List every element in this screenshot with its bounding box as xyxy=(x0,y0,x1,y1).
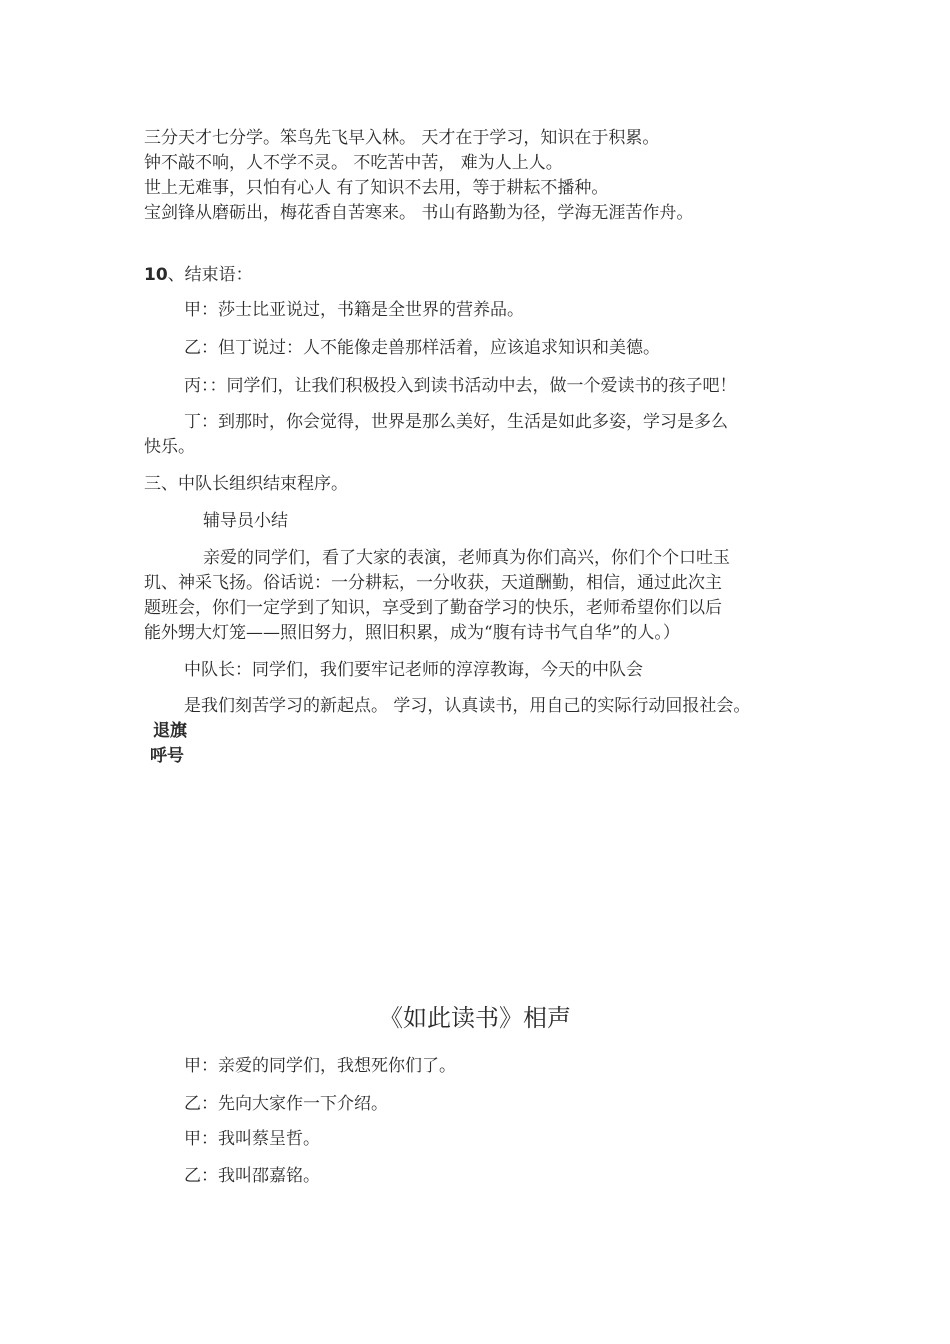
counselor-para-line: 题班会，你们一定学到了知识，享受到了勤奋学习的快乐，老师希望你们以后 xyxy=(144,598,722,618)
closing-line-bing: 丙：：同学们，让我们积极投入到读书活动中去，做一个爱读书的孩子吧！ xyxy=(184,376,737,396)
captain-line: 中队长：同学们，我们要牢记老师的淳淳教诲，今天的中队会 xyxy=(184,660,643,680)
section-10-heading xyxy=(144,264,253,286)
counselor-para-line: 能外甥大灯笼——照旧努力，照旧积累，成为“腹有诗书气自华”的人。） xyxy=(144,623,680,643)
crosstalk-line: 乙：我叫邵嘉铭。 xyxy=(184,1166,320,1186)
counselor-para-line: 玑、神采飞扬。俗话说：一分耕耘，一分收获，天道酬勤，相信，通过此次主 xyxy=(144,573,722,593)
crosstalk-line: 乙：先向大家作一下介绍。 xyxy=(184,1094,388,1114)
proverb-line: 三分天才七分学。笨鸟先飞早入林。 天才在于学习，知识在于积累。 xyxy=(144,128,660,148)
closing-line-ding-cont: 快乐。 xyxy=(144,437,195,457)
proverb-line: 宝剑锋从磨砺出，梅花香自苦寒来。 书山有路勤为径，学海无涯苦作舟。 xyxy=(144,203,694,223)
crosstalk-line: 甲：我叫蔡呈哲。 xyxy=(184,1129,320,1149)
closing-line-ding: 丁：到那时，你会觉得，世界是那么美好，生活是如此多姿，学习是多么 xyxy=(184,412,728,432)
crosstalk-title: 《如此读书》相声 xyxy=(379,1004,571,1032)
flag-retreat-label: 退旗 xyxy=(153,721,187,741)
captain-line: 是我们刻苦学习的新起点。 学习，认真读书，用自己的实际行动回报社会。 xyxy=(184,696,751,716)
closing-line-jia: 甲：莎士比亚说过，书籍是全世界的营养品。 xyxy=(184,300,524,320)
counselor-para-line: 亲爱的同学们，看了大家的表演，老师真为你们高兴，你们个个口吐玉 xyxy=(203,548,730,568)
section-number: 10 xyxy=(144,265,168,285)
counselor-heading: 辅导员小结 xyxy=(203,511,288,531)
section-3-heading: 三、中队长组织结束程序。 xyxy=(144,474,348,494)
section-label: 、结束语： xyxy=(167,265,253,285)
slogan-label: 呼号 xyxy=(150,746,184,766)
proverb-line: 钟不敲不响，人不学不灵。 不吃苦中苦， 难为人上人。 xyxy=(144,153,563,173)
crosstalk-line: 甲：亲爱的同学们，我想死你们了。 xyxy=(184,1056,456,1076)
closing-line-yi: 乙：但丁说过：人不能像走兽那样活着，应该追求知识和美德。 xyxy=(184,338,660,358)
proverb-line: 世上无难事，只怕有心人 有了知识不去用，等于耕耘不播种。 xyxy=(144,178,609,198)
